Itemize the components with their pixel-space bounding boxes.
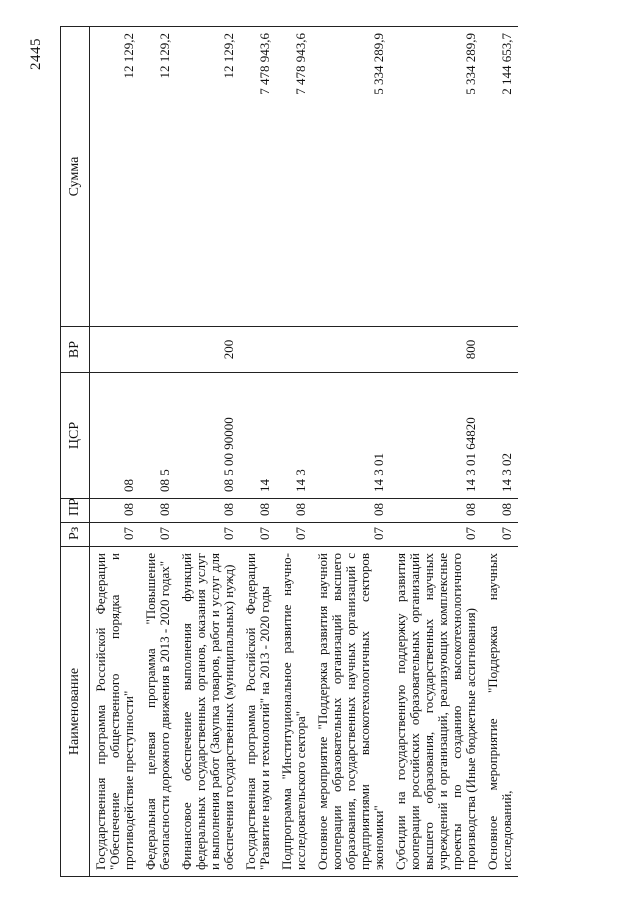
row-vr: 200 xyxy=(176,327,240,373)
row-pr: 08 xyxy=(390,499,482,523)
header-name: Наименование xyxy=(61,547,90,877)
row-sum: 12 129,2 xyxy=(176,27,240,327)
row-sum: 12 129,2 xyxy=(90,27,141,327)
row-rz: 07 xyxy=(312,523,390,547)
header-rz: Рз xyxy=(61,523,90,547)
row-pr: 08 xyxy=(240,499,276,523)
header-sum: Сумма xyxy=(61,27,90,327)
table-body xyxy=(90,27,519,877)
row-csr: 08 xyxy=(90,373,141,499)
row-vr xyxy=(312,327,390,373)
table-row xyxy=(276,27,312,877)
row-name: Государственная программа Российской Федерации "Развитие науки и технологий" на 2013 - 2020 годы xyxy=(240,547,276,877)
row-rz: 07 xyxy=(482,523,518,547)
row-pr: 08 xyxy=(140,499,176,523)
row-vr xyxy=(276,327,312,373)
row-csr: 14 3 xyxy=(276,373,312,499)
row-name: Основное мероприятие "Поддержка развития научной кооперации образовательных организаций высшего образования, государственных научных организаций с предприятиями высокотехнологичных секторов экономики" xyxy=(312,547,390,877)
header-vr: ВР xyxy=(61,327,90,373)
row-sum: 5 334 289,9 xyxy=(390,27,482,327)
row-name: Подпрограмма "Институциональное развитие научно-исследовательского сектора" xyxy=(276,547,312,877)
page-number: 2445 xyxy=(28,38,44,70)
row-vr xyxy=(240,327,276,373)
row-csr: 14 3 02 xyxy=(482,373,518,499)
row-csr: 08 5 xyxy=(140,373,176,499)
row-name: Субсидии на государственную поддержку развития кооперации российских образовательных организаций высшего образования, государственных научных учреждений и организаций, реализующих комплексные проекты по созданию высокотехнологичного производства (Иные бюджетные ассигнования) xyxy=(390,547,482,877)
row-csr: 14 xyxy=(240,373,276,499)
row-sum: 5 334 289,9 xyxy=(312,27,390,327)
row-name: Государственная программа Российской Федерации "Обеспечение общественного порядка и противодействие преступности" xyxy=(90,547,141,877)
row-vr xyxy=(90,327,141,373)
row-rz: 07 xyxy=(240,523,276,547)
table-row xyxy=(240,27,276,877)
row-vr: 800 xyxy=(390,327,482,373)
row-sum: 7 478 943,6 xyxy=(240,27,276,327)
row-csr: 14 3 01 xyxy=(312,373,390,499)
table-row xyxy=(140,27,176,877)
row-pr: 08 xyxy=(312,499,390,523)
row-name: Федеральная целевая программа "Повышение безопасности дорожного движения в 2013 - 2020 годах" xyxy=(140,547,176,877)
row-rz: 07 xyxy=(390,523,482,547)
table-row xyxy=(90,27,141,877)
row-pr: 08 xyxy=(90,499,141,523)
header-csr: ЦСР xyxy=(61,373,90,499)
row-name: Основное мероприятие "Поддержка научных исследований, xyxy=(482,547,518,877)
row-rz: 07 xyxy=(90,523,141,547)
table-row xyxy=(390,27,482,877)
row-pr: 08 xyxy=(482,499,518,523)
budget-table xyxy=(60,26,518,877)
table-row xyxy=(482,27,518,877)
row-sum: 12 129,2 xyxy=(140,27,176,327)
row-csr: 14 3 01 64820 xyxy=(390,373,482,499)
row-csr: 08 5 00 90000 xyxy=(176,373,240,499)
row-pr: 08 xyxy=(276,499,312,523)
row-sum: 2 144 653,7 xyxy=(482,27,518,327)
row-vr xyxy=(140,327,176,373)
header-pr: ПР xyxy=(61,499,90,523)
table-row xyxy=(176,27,240,877)
row-name: Финансовое обеспечение выполнения функций федеральных государственных органов, оказания услуг и выполнения работ (Закупка товаров, работ и услуг для обеспечения государственных (муниципальных) нужд) xyxy=(176,547,240,877)
row-rz: 07 xyxy=(140,523,176,547)
row-rz: 07 xyxy=(176,523,240,547)
table-header-row xyxy=(61,27,90,877)
row-vr xyxy=(482,327,518,373)
row-rz: 07 xyxy=(276,523,312,547)
table-row xyxy=(312,27,390,877)
row-sum: 7 478 943,6 xyxy=(276,27,312,327)
row-pr: 08 xyxy=(176,499,240,523)
